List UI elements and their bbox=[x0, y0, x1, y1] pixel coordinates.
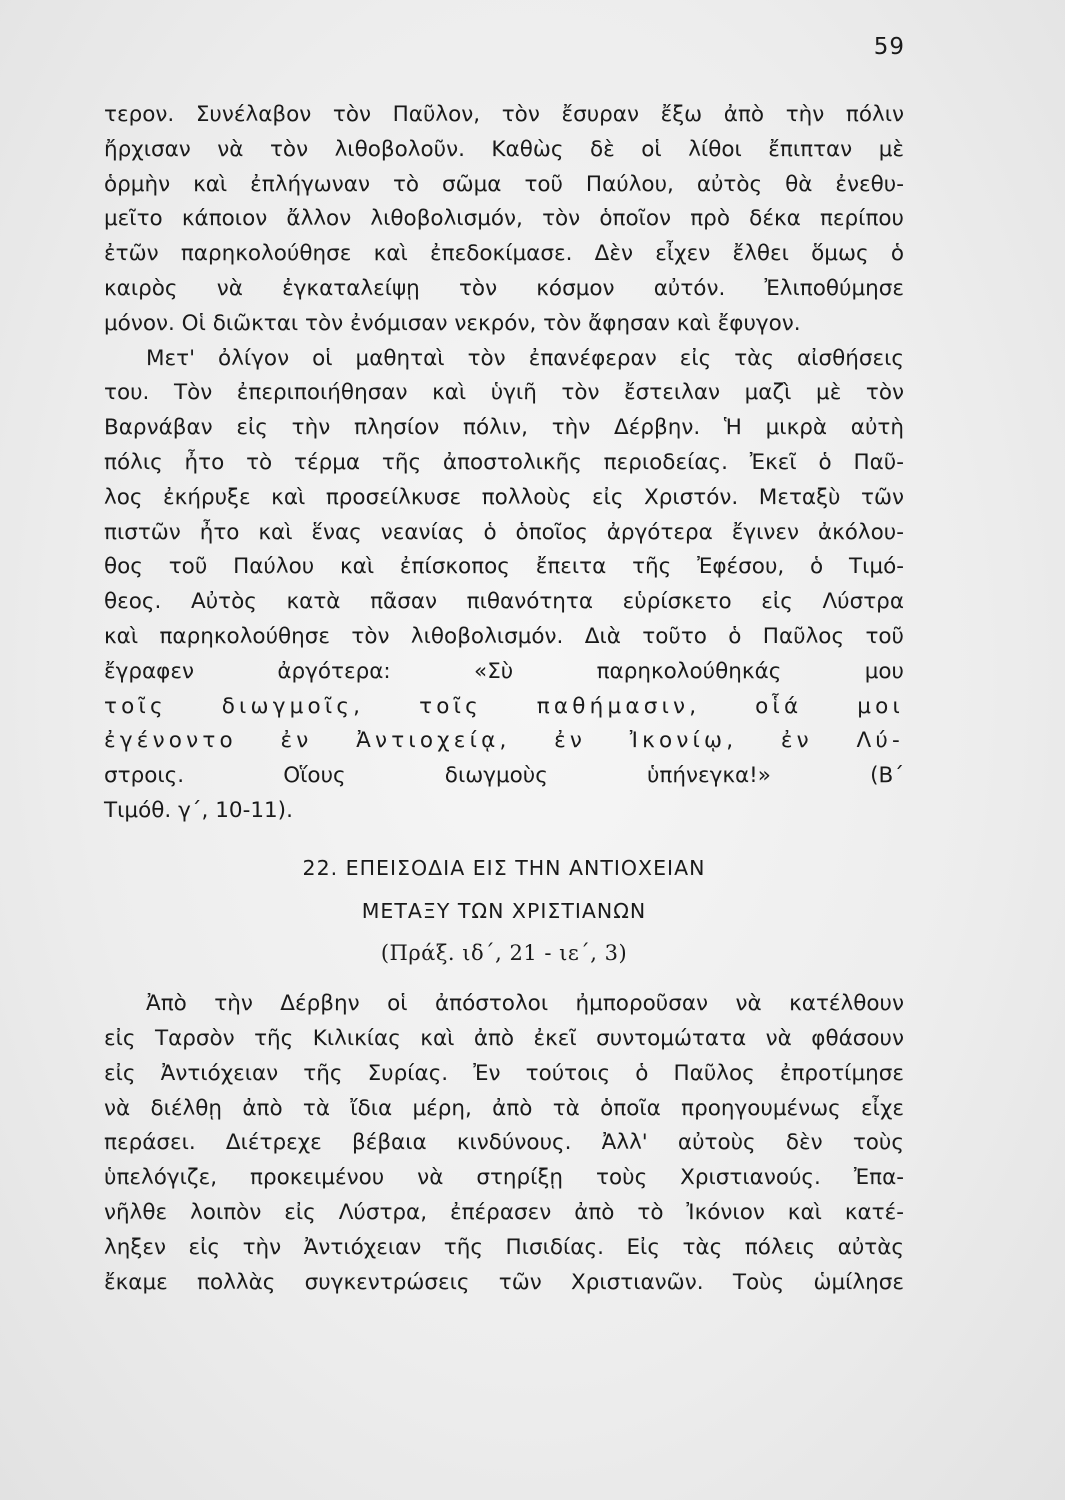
text-line: ἔκαμε πολλὰς συγκεντρώσεις τῶν Χριστιανῶν. Τοὺς ὡμίλησε bbox=[104, 1269, 904, 1295]
text-line: μόνον. Οἱ διῶκται τὸν ἐνόμισαν νεκρόν, τὸν ἄφησαν καὶ ἔφυγον. bbox=[104, 310, 801, 336]
text-line: ὁρμὴν καὶ ἐπλήγωναν τὸ σῶμα τοῦ Παύλου, αὐτὸς θὰ ἐνεθυ- bbox=[104, 171, 904, 197]
text-line: Ἀπὸ τὴν Δέρβην οἱ ἀπόστολοι ἠμποροῦσαν νὰ κατέλθουν bbox=[146, 991, 904, 1017]
text-line: στροις. Οἵους διωγμοὺς ὑπήνεγκα!» (Β΄ bbox=[104, 763, 904, 789]
text-line: λος ἐκήρυξε καὶ προσείλκυσε πολλοὺς εἰς Χριστόν. Μεταξὺ τῶν bbox=[104, 484, 904, 510]
paragraph-three bbox=[104, 987, 904, 1300]
text-line: θεος. Αὐτὸς κατὰ πᾶσαν πιθανότητα εὑρίσκετο εἰς Λύστρα bbox=[104, 589, 904, 615]
page-number: 59 bbox=[873, 34, 905, 60]
section-reference: (Πράξ. ιδ΄, 21 - ιε΄, 3) bbox=[380, 941, 628, 966]
section-subtitle: ΜΕΤΑΞΥ ΤΩΝ ΧΡΙΣΤΙΑΝΩΝ bbox=[361, 898, 647, 923]
text-line: καιρὸς νὰ ἐγκαταλείψῃ τὸν κόσμον αὐτόν. Ἐλιποθύμησε bbox=[104, 275, 904, 301]
text-line: μεῖτο κάποιον ἄλλον λιθοβολισμόν, τὸν ὁποῖον πρὸ δέκα περίπου bbox=[104, 206, 904, 232]
page-text bbox=[104, 98, 904, 1300]
paragraph-continuation bbox=[104, 98, 904, 342]
text-line: Μετ' ὀλίγον οἱ μαθηταὶ τὸν ἐπανέφεραν εἰς τὰς αἰσθήσεις bbox=[146, 345, 904, 371]
text-line: πόλις ἦτο τὸ τέρμα τῆς ἀποστολικῆς περιοδείας. Ἐκεῖ ὁ Παῦ- bbox=[104, 449, 904, 475]
text-line: του. Τὸν ἐπεριποιήθησαν καὶ ὑγιῆ τὸν ἔστειλαν μαζὶ μὲ τὸν bbox=[104, 380, 904, 406]
quote-line: τοῖς διωγμοῖς, τοῖς παθήμασιν, οἷά μοι bbox=[104, 693, 904, 719]
text-line: καὶ παρηκολούθησε τὸν λιθοβολισμόν. Διὰ τοῦτο ὁ Παῦλος τοῦ bbox=[104, 623, 904, 649]
section-title: 22. ΕΠΕΙΣΟΔΙΑ ΕΙΣ ΤΗΝ ΑΝΤΙΟΧΕΙΑΝ bbox=[302, 855, 706, 880]
text-line: περάσει. Διέτρεχε βέβαια κινδύνους. Ἀλλ' αὐτοὺς δὲν τοὺς bbox=[104, 1130, 904, 1156]
text-line: ὑπελόγιζε, προκειμένου νὰ στηρίξῃ τοὺς Χριστιανούς. Ἐπα- bbox=[104, 1165, 904, 1191]
text-line: νὰ διέλθῃ ἀπὸ τὰ ἴδια μέρη, ἀπὸ τὰ ὁποῖα προηγουμένως εἶχε bbox=[104, 1095, 904, 1121]
text-line: νῆλθε λοιπὸν εἰς Λύστρα, ἐπέρασεν ἀπὸ τὸ Ἰκόνιον καὶ κατέ- bbox=[104, 1199, 904, 1225]
text-line: Τιμόθ. γ΄, 10-11). bbox=[104, 797, 293, 823]
text-line: εἰς Ἀντιόχειαν τῆς Συρίας. Ἐν τούτοις ὁ Παῦλος ἐπροτίμησε bbox=[104, 1060, 904, 1086]
text-line: πιστῶν ἦτο καὶ ἕνας νεανίας ὁ ὁποῖος ἀργότερα ἔγινεν ἀκόλου- bbox=[104, 519, 904, 545]
text-line: τερον. Συνέλαβον τὸν Παῦλον, τὸν ἔσυραν ἔξω ἀπὸ τὴν πόλιν bbox=[104, 102, 904, 127]
text-line: ληξεν εἰς τὴν Ἀντιόχειαν τῆς Πισιδίας. Εἰς τὰς πόλεις αὐτὰς bbox=[104, 1234, 904, 1260]
paragraph-two bbox=[104, 342, 904, 829]
quote-line: ἐγένοντο ἐν Ἀντιοχείᾳ, ἐν Ἰκονίῳ, ἐν Λύ- bbox=[104, 728, 904, 754]
text-line: Βαρνάβαν εἰς τὴν πλησίον πόλιν, τὴν Δέρβην. Ἡ μικρὰ αὐτὴ bbox=[104, 415, 904, 441]
text-line: ἔγραφεν ἀργότερα: «Σὺ παρηκολούθηκάς μου bbox=[104, 658, 904, 684]
text-line: ἤρχισαν νὰ τὸν λιθοβολοῦν. Καθὼς δὲ οἱ λίθοι ἔπιπταν μὲ bbox=[104, 136, 904, 162]
text-line: εἰς Ταρσὸν τῆς Κιλικίας καὶ ἀπὸ ἐκεῖ συντομώτατα νὰ φθάσουν bbox=[104, 1025, 904, 1051]
text-line: θος τοῦ Παύλου καὶ ἐπίσκοπος ἔπειτα τῆς Ἐφέσου, ὁ Τιμό- bbox=[104, 554, 904, 580]
text-line: ἐτῶν παρηκολούθησε καὶ ἐπεδοκίμασε. Δὲν εἶχεν ἔλθει ὅμως ὁ bbox=[104, 241, 904, 267]
